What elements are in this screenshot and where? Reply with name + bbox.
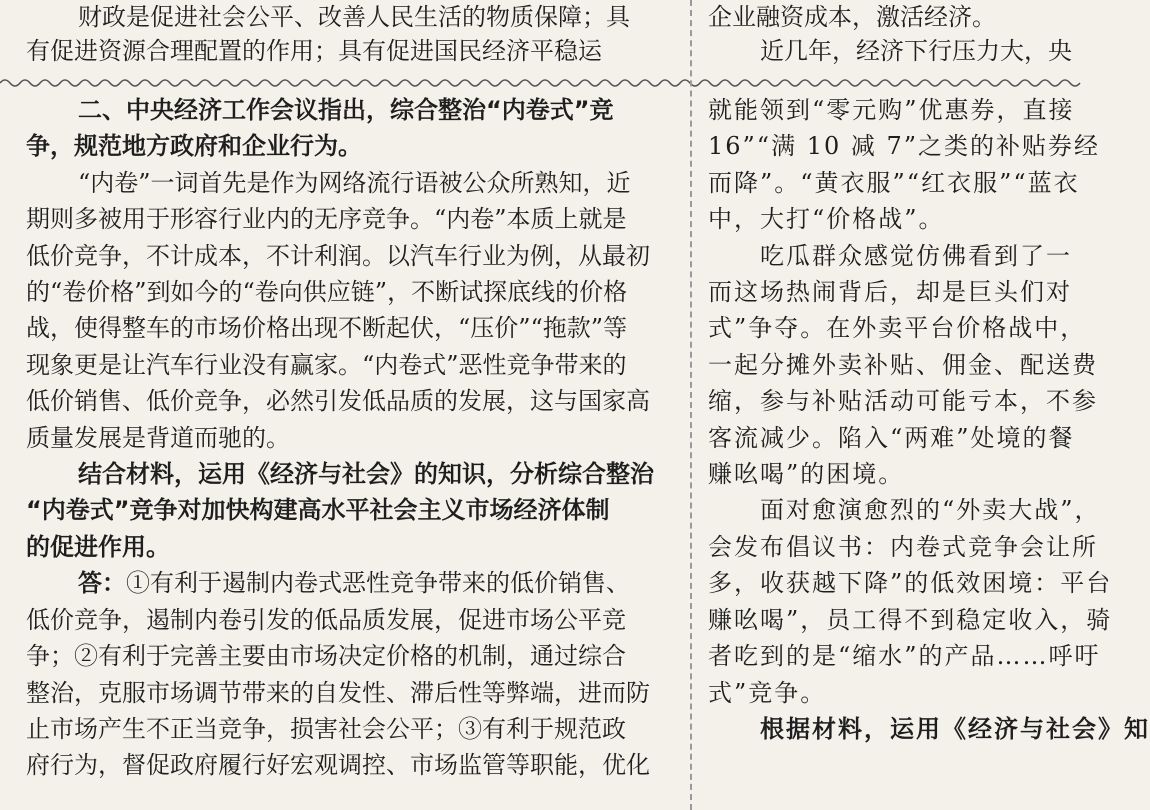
article-line: 而降”。“黄衣服”“红衣服”“蓝衣 [708,168,1080,197]
text-line: 近几年，经济下行压力大，央 [760,37,1072,65]
article-line: 赚吆喝”的困境。 [708,460,905,489]
right-column-article [708,92,1150,810]
answer-line: 整治，克服市场调节带来的自发性、滞后性等弊端，进而防 [26,678,650,707]
top-right-fragment [708,0,1080,82]
article-line: 会发布倡议书：内卷式竞争会让所 [708,532,1098,561]
article-line: 式”竞争。 [708,678,827,707]
article-line: 就能领到“零元购”优惠券，直接 [708,96,1075,124]
article-line: 客流减少。陷入“两难”处境的餐 [708,423,1075,452]
answer-line [26,565,676,601]
article-line: 中，大打“价格战”。 [708,205,945,234]
material-line: “内卷”一词首先是作为网络流行语被公众所熟知，近 [78,168,631,197]
answer-text: ①有利于遏制内卷式恶性竞争带来的低价销售、 [126,569,630,598]
text-line: 财政是促进社会公平、改善人民生活的物质保障；具 [78,3,630,31]
article-line: 而这场热闹背后，却是巨头们对 [708,278,1072,307]
answer-line: 争；②有利于完善主要由市场决定价格的机制，通过综合 [26,642,626,671]
text-line: 有促进资源合理配置的作用；具有促进国民经济平稳运 [26,37,602,65]
material-line: 战，使得整车的市场价格出现不断起伏，“压价”“拖款”等 [26,314,628,343]
question-heading: 争，规范地方政府和企业行为。 [26,132,362,161]
answer-label: 答： [78,569,126,598]
material-line: 质量发展是背道而驰的。 [26,423,290,452]
article-line: 赚吆喝”，员工得不到稳定收入，骑 [708,605,1113,634]
article-line: 一起分摊外卖补贴、佣金、配送费 [708,350,1098,379]
article-line: 式”争夺。在外卖平台价格战中， [708,314,1087,343]
article-line: 缩，参与补贴活动可能亏本，不参 [708,387,1098,416]
answer-line: 止市场产生不正当竞争，损害社会公平；③有利于规范政 [26,714,626,743]
text-line: 企业融资成本，激活经济。 [708,3,996,31]
article-line: 面对愈演愈烈的“外卖大战”， [760,496,1101,525]
material-line: 现象更是让汽车行业没有赢家。“内卷式”恶性竞争带来的 [26,350,627,379]
article-line: 16”“满 10 减 7”之类的补贴券经 [708,132,1101,161]
top-left-fragment [26,0,676,82]
article-line: 吃瓜群众感觉仿佛看到了一 [760,241,1072,270]
material-line: 低价销售、低价竞争，必然引发低品质的发展，这与国家高 [26,387,650,416]
question-2-block [26,92,676,810]
material-line: 低价竞争，不计成本，不计利润。以汽车行业为例，从最初 [26,241,650,270]
material-line: 期则多被用于形容行业内的无序竞争。“内卷”本质上就是 [26,205,627,234]
question-prompt: 结合材料，运用《经济与社会》的知识，分析综合整治 [78,460,654,489]
answer-line: 府行为，督促政府履行好宏观调控、市场监管等职能，优化 [26,751,650,780]
article-line: 者吃到的是“缩水”的产品……呼吁 [708,642,1101,671]
article-line: 多，收获越下降”的低效困境：平台 [708,569,1113,598]
question-prompt: 的促进作用。 [26,532,170,561]
column-divider [690,0,692,810]
question-heading: 二、中央经济工作会议指出，综合整治“内卷式”竞 [78,96,614,124]
question-prompt: “内卷式”竞争对加快构建高水平社会主义市场经济体制 [26,496,610,525]
question-prompt: 根据材料，运用《经济与社会》知 [760,714,1150,743]
material-line: 的“卷价格”到如今的“卷向供应链”，不断试探底线的价格 [26,278,628,307]
answer-line: 低价竞争，遏制内卷引发的低品质发展，促进市场公平竞 [26,605,626,634]
wavy-cut-line [0,76,1080,90]
